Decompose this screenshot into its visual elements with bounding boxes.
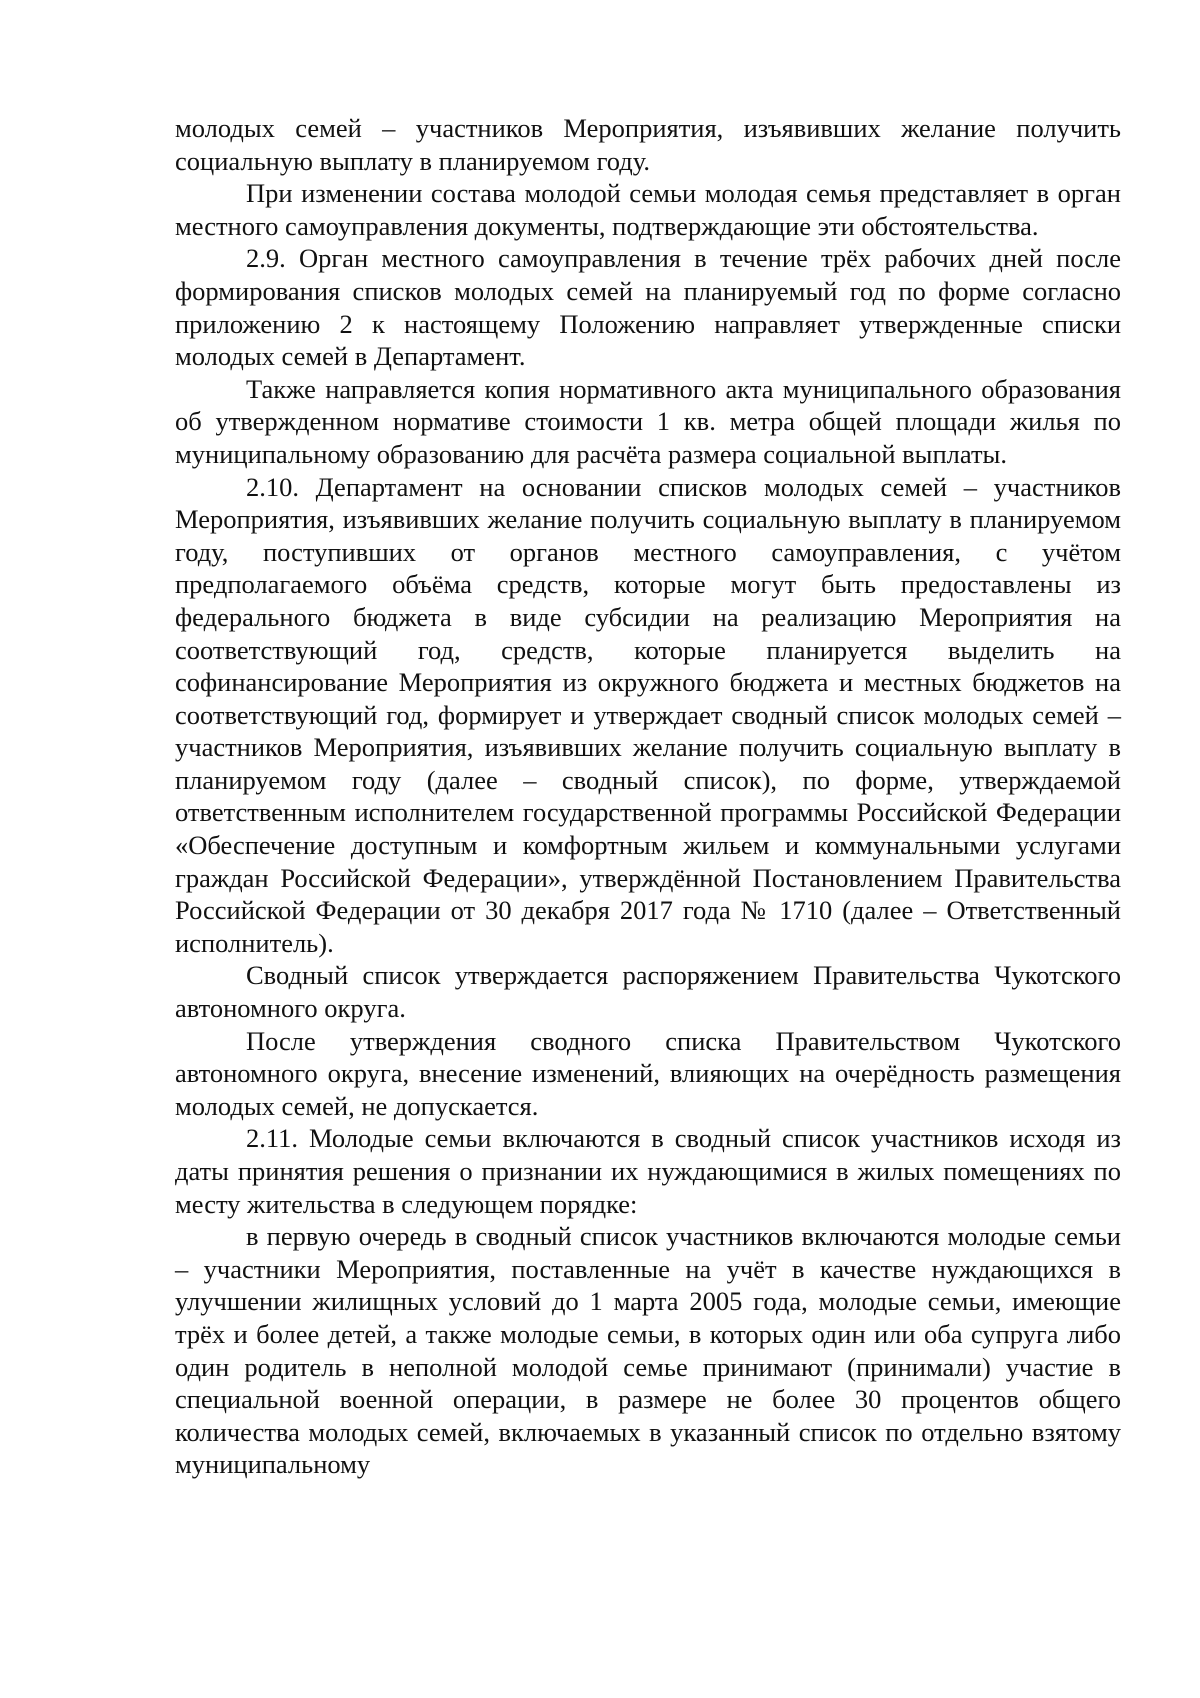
paragraph-no-changes: После утверждения сводного списка Правительством Чукотского автономного округа, внесение изменений, влияющих на очерёдность размещения молодых семей, не допускается. xyxy=(175,1025,1121,1121)
document-page xyxy=(175,112,1121,1481)
paragraph-family-change: При изменении состава молодой семьи молодая семья представляет в орган местного самоуправления документы, подтверждающие эти обстоятельства. xyxy=(175,178,1121,241)
paragraph-continuation: молодых семей – участников Мероприятия, изъявивших желание получить социальную выплату в планируемом году. xyxy=(175,113,1121,176)
paragraph-2-10: 2.10. Департамент на основании списков молодых семей – участников Мероприятия, изъявивших желание получить социальную выплату в планируемом году, поступивших от органов местного самоуправления, с учётом предполагаемого объёма средств, которые могут быть предоставлены из федерального бюджета в виде субсидии на реализацию Мероприятия на соответствующий год, средств, которые планируется выделить на софинансирование Мероприятия из окружного бюджета и местных бюджетов на соответствующий год, формирует и утверждает сводный список молодых семей – участников Мероприятия, изъявивших желание получить социальную выплату в планируемом году (далее – сводный список), по форме, утверждаемой ответственным исполнителем государственной программы Российской Федерации «Обеспечение доступным и комфортным жильем и коммунальными услугами граждан Российской Федерации», утверждённой Постановлением Правительства Российской Федерации от 30 декабря 2017 года № 1710 (далее – Ответственный исполнитель). xyxy=(175,471,1121,958)
paragraph-2-11: 2.11. Молодые семьи включаются в сводный список участников исходя из даты принятия решения о признании их нуждающимися в жилых помещениях по месту жительства в следующем порядке: xyxy=(175,1123,1121,1219)
paragraph-summary-approval: Сводный список утверждается распоряжением Правительства Чукотского автономного округа. xyxy=(175,960,1121,1024)
paragraph-2-9: 2.9. Орган местного самоуправления в течение трёх рабочих дней после формирования списков молодых семей на планируемый год по форме согласно приложению 2 к настоящему Положению направляет утвержденные списки молодых семей в Департамент. xyxy=(175,243,1121,372)
paragraph-normative-act: Также направляется копия нормативного акта муниципального образования об утвержденном нормативе стоимости 1 кв. метра общей площади жилья по муниципальному образованию для расчёта размера социальной выплаты. xyxy=(175,373,1121,469)
paragraph-first-priority: в первую очередь в сводный список участников включаются молодые семьи – участники Мероприятия, поставленные на учёт в качестве нуждающихся в улучшении жилищных условий до 1 марта 2005 года, молодые семьи, имеющие трёх и более детей, а также молодые семьи, в которых один или оба супруга либо один родитель в неполной молодой семье принимают (принимали) участие в специальной военной операции, в размере не более 30 процентов общего количества молодых семей, включаемых в указанный список по отдельно взятому муниципальному xyxy=(175,1221,1121,1480)
